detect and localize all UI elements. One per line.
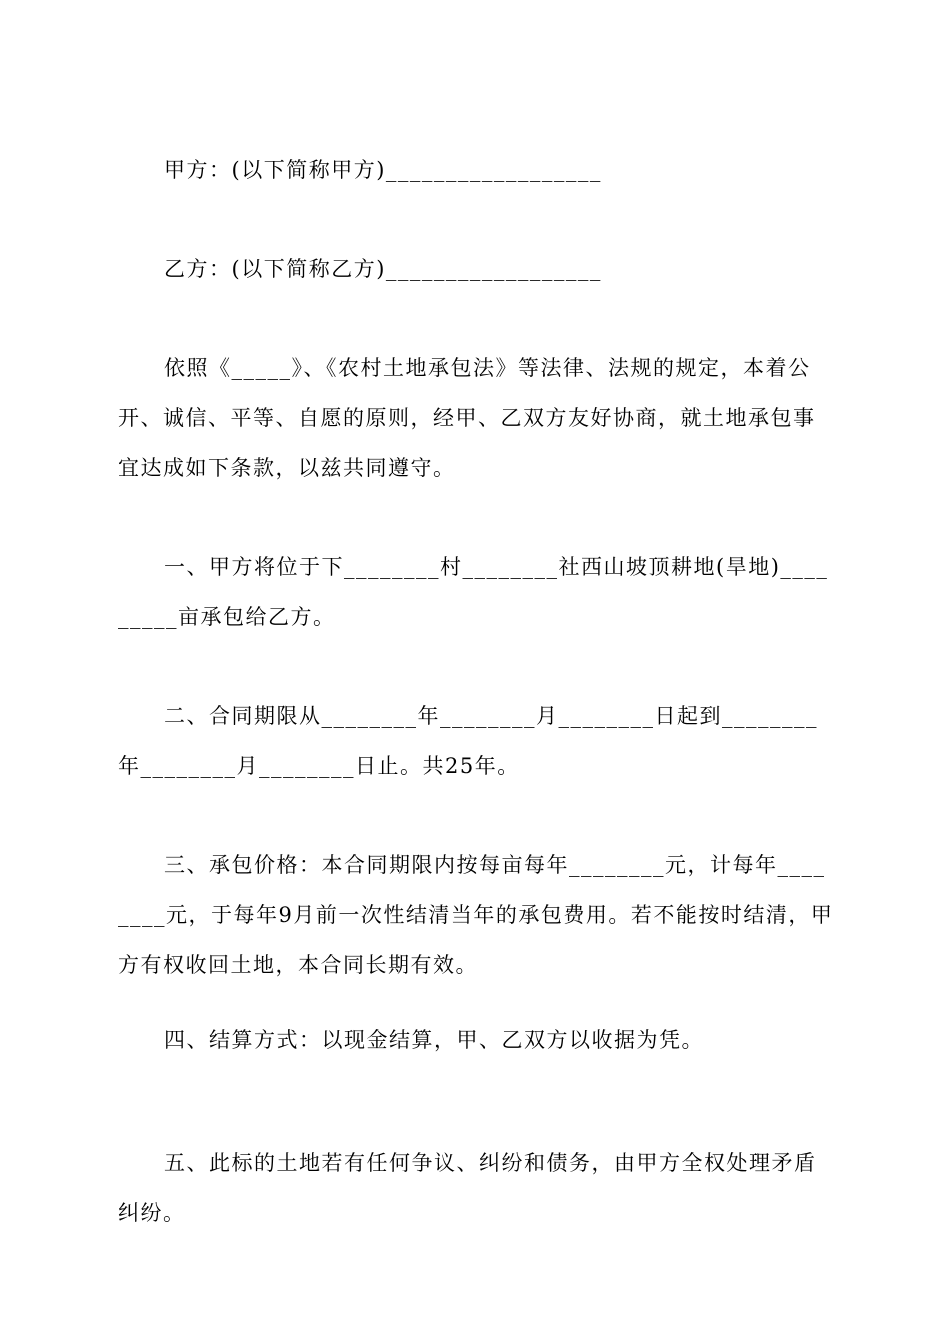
clause-1: 一、甲方将位于下________村________社西山坡顶耕地(旱地)_________亩承包给乙方。: [118, 555, 829, 629]
clause-5: 五、此标的土地若有任何争议、纠纷和债务，由甲方全权处理矛盾纠纷。: [118, 1151, 817, 1225]
party-a-line: 甲方：(以下简称甲方)__________________: [164, 158, 602, 182]
party-b-line: 乙方：(以下简称乙方)__________________: [164, 257, 602, 281]
clause-4: 四、结算方式：以现金结算，甲、乙双方以收据为凭。: [164, 1028, 704, 1052]
clause-2: 二、合同期限从________年________月________日起到________年________月________日止。共25年。: [118, 704, 818, 778]
clause-3: 三、承包价格：本合同期限内按每亩每年________元，计每年________元，于每年9月前一次性结清当年的承包费用。若不能按时结清，甲方有权收回土地，本合同长期有效。: [118, 853, 834, 977]
preamble-paragraph: 依照《_____》、《农村土地承包法》等法律、法规的规定，本着公开、诚信、平等、自愿的原则，经甲、乙双方友好协商，就土地承包事宜达成如下条款，以兹共同遵守。: [118, 356, 816, 480]
